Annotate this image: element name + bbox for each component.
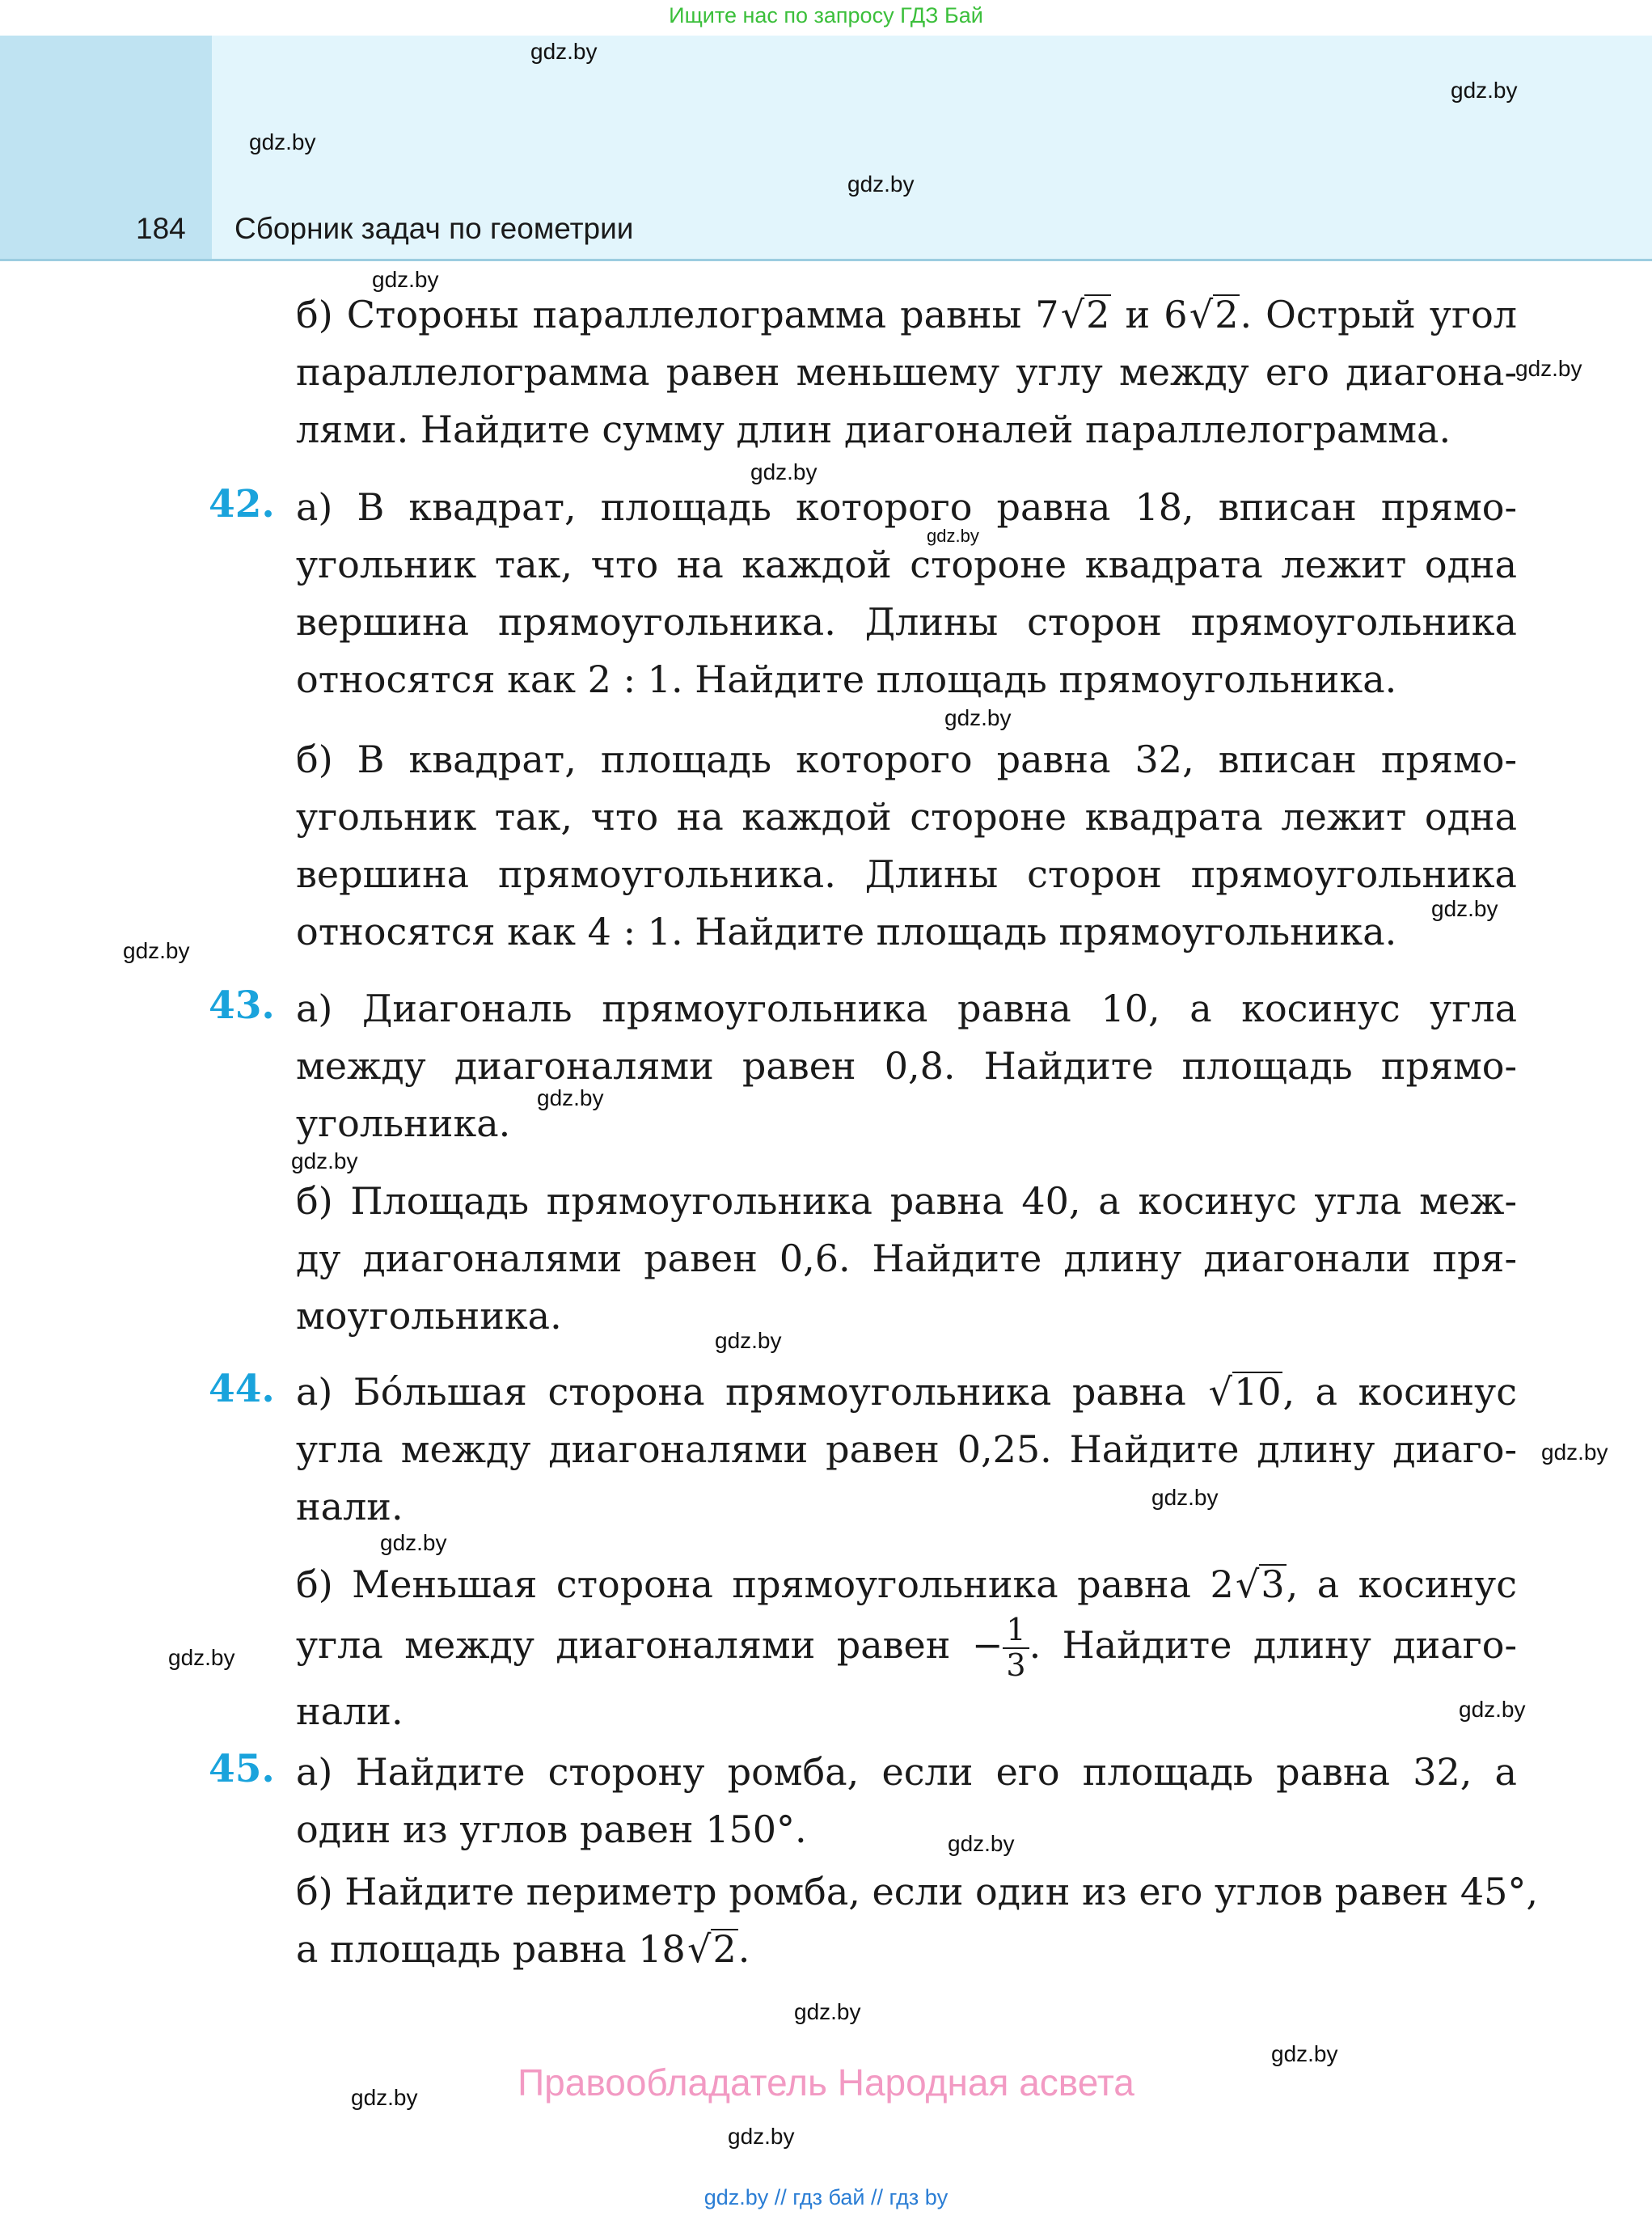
text-line: нали. xyxy=(296,1485,403,1528)
problem-number: 44. xyxy=(209,1367,275,1411)
text-line: а) Диагональ прямоугольника равна 10, а косинус угла xyxy=(296,987,1517,1030)
watermark: gdz.by xyxy=(123,938,190,963)
text-line: а) Найдите сторону ромба, если его площадь равна 32, а xyxy=(296,1750,1517,1794)
watermark: gdz.by xyxy=(750,459,818,484)
text-line: б) Площадь прямоугольника равна 40, а косинус угла меж- xyxy=(296,1179,1517,1223)
watermark: gdz.by xyxy=(1459,1697,1526,1722)
text-line: б) Меньшая сторона прямоугольника равна 2√3, а косинус xyxy=(296,1562,1517,1606)
problem-45a xyxy=(296,1744,1517,1858)
text-line: б) Найдите периметр ромба, если один из его углов равен 45°, xyxy=(296,1870,1539,1913)
watermark: gdz.by xyxy=(1541,1440,1608,1465)
watermark: gdz.by xyxy=(794,1999,861,2024)
watermark: gdz.by xyxy=(380,1530,447,1555)
text-line: между диагоналями равен 0,8. Найдите площадь прямо- xyxy=(296,1044,1517,1088)
text-line: один из углов равен 150°. xyxy=(296,1808,807,1851)
problem-number: 43. xyxy=(209,983,275,1028)
watermark: gdz.by xyxy=(1515,356,1582,381)
text-line: ду диагоналями равен 0,6. Найдите длину диагонали пря- xyxy=(296,1237,1517,1280)
text-line: угольник так, что на каждой стороне квадрата лежит одна xyxy=(296,543,1517,586)
watermark: gdz.by xyxy=(1451,78,1518,103)
text-line: вершина прямоугольника. Длины сторон прямоугольника xyxy=(296,600,1517,644)
watermark: gdz.by xyxy=(291,1148,358,1173)
problem-41b xyxy=(296,286,1517,459)
watermark: gdz.by xyxy=(530,39,598,64)
problem-44a xyxy=(296,1364,1517,1536)
problem-number: 42. xyxy=(209,482,275,526)
problem-42b xyxy=(296,731,1517,961)
problem-42a xyxy=(296,479,1517,708)
watermark: gdz.by xyxy=(1271,2041,1338,2066)
text-line: угольника. xyxy=(296,1101,511,1145)
text-line: а) Бо́льшая сторона прямоугольника равна √10, а косинус xyxy=(296,1370,1517,1414)
text-line: а площадь равна 18√2. xyxy=(296,1927,750,1971)
watermark: gdz.by xyxy=(351,2085,418,2110)
problem-45b xyxy=(296,1863,1539,1978)
problem-43b xyxy=(296,1173,1517,1345)
top-banner[interactable]: Ищите нас по запросу ГДЗ Бай xyxy=(669,3,983,27)
text-line: угла между диагоналями равен − $\frac{1}{3}$ . Найдите длину диаго- xyxy=(296,1612,1517,1683)
text-line: нали. xyxy=(296,1689,403,1733)
watermark: gdz.by xyxy=(249,129,316,154)
watermark: gdz.by xyxy=(948,1831,1015,1856)
text-line: моугольника. xyxy=(296,1294,562,1338)
text-line: б) В квадрат, площадь которого равна 32, вписан прямо- xyxy=(296,738,1517,781)
watermark: gdz.by xyxy=(728,2124,795,2149)
copyright-notice: Правообладатель Народная асвета xyxy=(518,2061,1134,2103)
footer-links[interactable]: gdz.by // гдз бай // гдз by xyxy=(703,2185,949,2209)
text-line: а) В квадрат, площадь которого равна 18, вписан прямо- xyxy=(296,485,1517,529)
text-line: относятся как 2 : 1. Найдите площадь прямоугольника. xyxy=(296,657,1397,701)
problem-43a xyxy=(296,980,1517,1152)
problem-number: 45. xyxy=(209,1747,275,1791)
problem-44b xyxy=(296,1556,1517,1740)
book-title: Сборник задач по геометрии xyxy=(234,212,634,245)
text-line: вершина прямоугольника. Длины сторон прямоугольника xyxy=(296,852,1517,896)
watermark: gdz.by xyxy=(1151,1485,1219,1510)
text-line: угольник так, что на каждой стороне квадрата лежит одна xyxy=(296,795,1517,839)
watermark: gdz.by xyxy=(927,526,979,546)
text-line: параллелограмма равен меньшему углу между его диагона- xyxy=(296,350,1517,394)
watermark: gdz.by xyxy=(168,1645,235,1670)
text-line: относятся как 4 : 1. Найдите площадь прямоугольника. xyxy=(296,910,1397,953)
watermark: gdz.by xyxy=(847,171,915,197)
watermark: gdz.by xyxy=(372,267,439,292)
watermark: gdz.by xyxy=(537,1085,604,1110)
fraction: $\frac{1}{3}$ xyxy=(1003,1613,1029,1683)
watermark: gdz.by xyxy=(944,705,1012,730)
text-line: угла между диагоналями равен 0,25. Найдите длину диаго- xyxy=(296,1427,1517,1471)
watermark: gdz.by xyxy=(715,1328,782,1353)
page-number: 184 xyxy=(136,212,186,245)
text-line: б) Стороны параллелограмма равны 7√2 и 6√2. Острый угол xyxy=(296,293,1517,336)
watermark: gdz.by xyxy=(1431,896,1498,921)
text-line: лями. Найдите сумму длин диагоналей параллелограмма. xyxy=(296,408,1451,451)
